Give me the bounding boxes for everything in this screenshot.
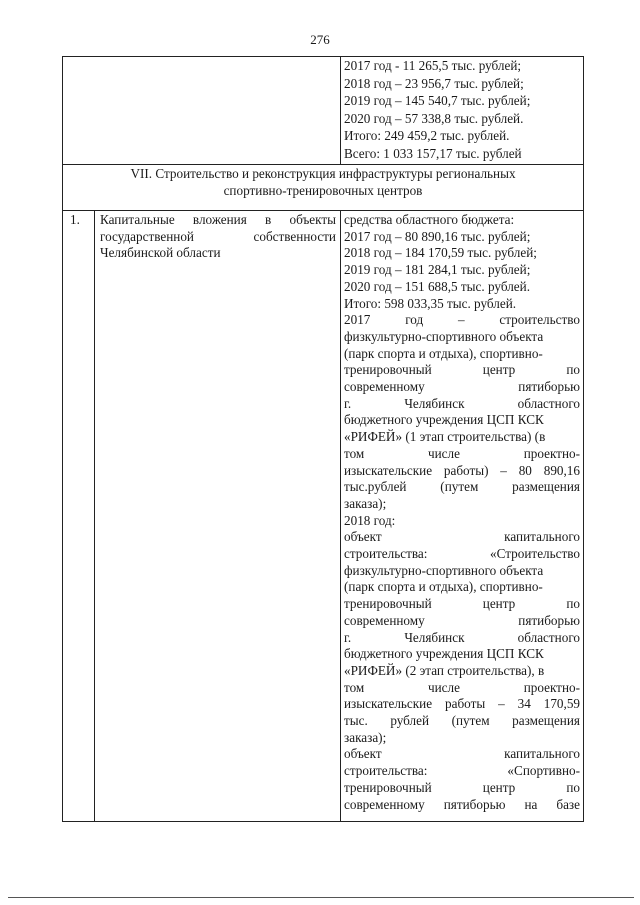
- detail-line: физкультурно-спортивного объекта: [344, 562, 544, 578]
- row-name-line-2: государственной собственности: [100, 228, 336, 244]
- detail-line: современному пятиборью: [344, 612, 580, 628]
- detail-line: изыскательские работы – 34 170,59: [344, 696, 580, 712]
- detail-line: средства областного бюджета:: [344, 212, 515, 227]
- detail-line: 2020 год – 151 688,5 тыс. рублей.: [344, 278, 530, 294]
- detail-line: (парк спорта и отдыха), спортивно-: [344, 345, 543, 361]
- detail-line: заказа);: [344, 729, 387, 745]
- top-row-bottom-rule: [62, 164, 584, 165]
- number-column-divider: [94, 210, 95, 822]
- detail-line: современному пятиборью на базе: [344, 796, 580, 812]
- page-number: 276: [310, 32, 330, 47]
- detail-line: тренировочный центр по: [344, 779, 580, 795]
- detail-line: бюджетного учреждения ЦСП КСК: [344, 646, 544, 662]
- detail-line: «РИФЕЙ» (1 этап строительства) (в: [344, 429, 546, 445]
- detail-line: заказа);: [344, 495, 387, 511]
- detail-line: изыскательские работы) – 80 890,16: [344, 462, 580, 478]
- top-row-line: Итого: 249 459,2 тыс. рублей.: [344, 128, 510, 144]
- detail-line: (парк спорта и отдыха), спортивно-: [344, 579, 543, 595]
- detail-line: тыс.рублей (путем размещения: [344, 479, 580, 495]
- detail-line: физкультурно-спортивного объекта: [344, 328, 544, 344]
- section-title-line-1: VII. Строительство и реконструкция инфраструктуры региональных: [130, 166, 516, 181]
- row-number: 1.: [70, 212, 80, 227]
- detail-line: «РИФЕЙ» (2 этап строительства), в: [344, 662, 545, 678]
- details-column-divider: [340, 210, 341, 822]
- section-title-line-2: спортивно-тренировочных центров: [223, 182, 423, 198]
- detail-line: тыс. рублей (путем размещения: [344, 713, 580, 728]
- section-title: [62, 166, 584, 199]
- detail-line: тренировочный центр по: [344, 596, 580, 612]
- detail-line: том числе проектно-: [344, 445, 580, 461]
- top-row-line: 2018 год – 23 956,7 тыс. рублей;: [344, 75, 524, 91]
- detail-line: объект капитального: [344, 746, 580, 762]
- row-name-line-1: Капитальные вложения в объекты: [100, 212, 336, 227]
- detail-line: 2019 год – 181 284,1 тыс. рублей;: [344, 262, 531, 278]
- top-row-line: 2020 год – 57 338,8 тыс. рублей.: [344, 110, 524, 126]
- detail-line: строительства: «Строительство: [344, 546, 580, 561]
- section-row-bottom-rule: [62, 210, 584, 211]
- detail-line: том числе проектно-: [344, 679, 580, 695]
- top-row-divider: [340, 56, 341, 164]
- detail-line: 2018 год – 184 170,59 тыс. рублей;: [344, 245, 537, 261]
- top-row-line: Всего: 1 033 157,17 тыс. рублей: [344, 146, 522, 161]
- detail-line: 2017 год – 80 890,16 тыс. рублей;: [344, 228, 531, 244]
- top-row-line: 2017 год - 11 265,5 тыс. рублей;: [344, 58, 522, 73]
- detail-line: г. Челябинск областного: [344, 629, 580, 645]
- detail-line: 2017 год – строительство: [344, 312, 580, 328]
- detail-line: 2018 год:: [344, 512, 396, 528]
- detail-line: строительства: «Спортивно-: [344, 763, 580, 779]
- row-name: [100, 212, 336, 262]
- detail-line: современному пятиборью: [344, 379, 580, 394]
- detail-line: Итого: 598 033,35 тыс. рублей.: [344, 295, 517, 311]
- top-row-line: 2019 год – 145 540,7 тыс. рублей;: [344, 93, 531, 109]
- row-name-line-3: Челябинской области: [100, 245, 221, 261]
- detail-line: тренировочный центр по: [344, 362, 580, 378]
- detail-line: бюджетного учреждения ЦСП КСК: [344, 412, 544, 428]
- detail-line: объект капитального: [344, 529, 580, 545]
- page-bottom-rule: [8, 897, 634, 898]
- detail-line: г. Челябинск областного: [344, 395, 580, 411]
